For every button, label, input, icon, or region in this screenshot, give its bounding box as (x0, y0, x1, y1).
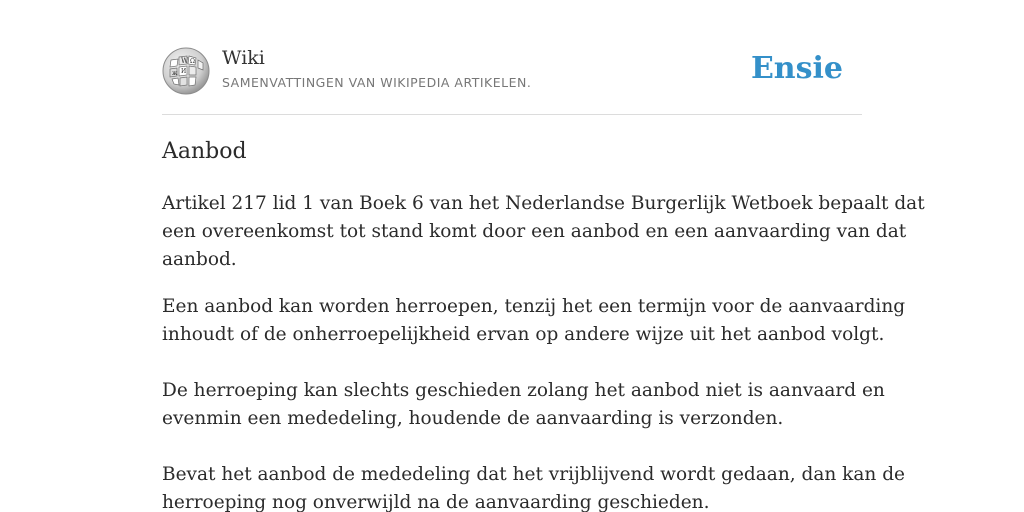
ensie-logo-link[interactable]: Ensie (750, 51, 843, 86)
paragraph-line: inhoudt of de onherroepelijkheid ervan op andere wijze uit het aanbod volgt. (162, 324, 885, 345)
svg-text:И: И (181, 68, 187, 75)
site-title[interactable]: Wiki (222, 47, 265, 69)
paragraph (162, 377, 885, 433)
paragraph-line: De herroeping kan slechts geschieden zolang het aanbod niet is aanvaard en (162, 380, 885, 401)
paragraph (162, 461, 906, 512)
paragraph-line: evenmin een mededeling, houdende de aanvaarding is verzonden. (162, 408, 784, 429)
paragraph-line: Bevat het aanbod de mededeling dat het vrijblijvend wordt gedaan, dan kan de (162, 464, 906, 485)
svg-text:ж: ж (172, 70, 178, 77)
page-container (162, 0, 925, 512)
svg-text:Ω: Ω (190, 58, 195, 65)
site-header (162, 0, 862, 115)
paragraph (162, 190, 925, 274)
article-content (162, 190, 925, 512)
paragraph (162, 293, 906, 349)
svg-text:W: W (181, 57, 189, 65)
paragraph-line: Artikel 217 lid 1 van Boek 6 van het Nederlandse Burgerlijk Wetboek bepaalt dat (162, 193, 925, 214)
paragraph-line: Een aanbod kan worden herroepen, tenzij het een termijn voor de aanvaarding (162, 296, 906, 317)
wikipedia-globe-icon[interactable] (162, 47, 210, 95)
article-title: Aanbod (162, 139, 247, 164)
paragraph-line: herroeping nog onverwijld na de aanvaarding geschieden. (162, 492, 710, 512)
site-subtitle: SAMENVATTINGEN VAN WIKIPEDIA ARTIKELEN. (222, 75, 532, 90)
paragraph-line: een overeenkomst tot stand komt door een aanbod en een aanvaarding van dat (162, 221, 907, 242)
paragraph-line: aanbod. (162, 249, 237, 270)
